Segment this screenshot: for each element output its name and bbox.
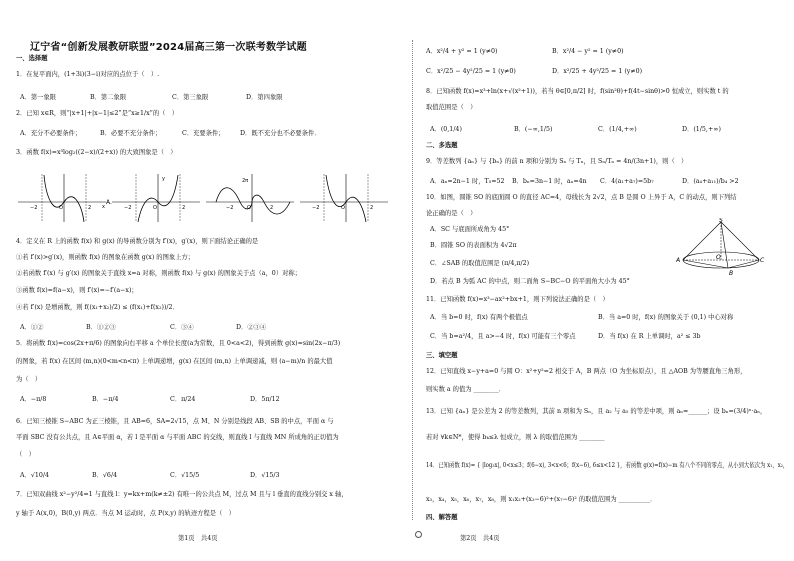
question-10-item: D．若点 B 为弧 AC 的中点，则二面角 S−BC−O 的平面角大小为 45° <box>430 278 630 285</box>
svg-text:2: 2 <box>182 205 186 211</box>
option: A．(0,1/4) <box>430 126 462 133</box>
question-7-options-row1 <box>426 46 672 55</box>
option: D．第四象限 <box>246 94 283 101</box>
question-8: 8．已知函数 f(x)=x³+ln(x+√(x²+1))，若当 θ∈[0,π/2] 时，f(sin²θ)+f(4t−sinθ)>0 恒成立，则实数 t 的 <box>426 88 729 95</box>
question-11-item: A．当 b=0 时，f(x) 有两个极值点 <box>430 314 528 321</box>
option: A．−π/8 <box>20 396 47 403</box>
page-marker-icon <box>415 531 422 538</box>
graph-b <box>112 172 207 222</box>
question-5-line2: 的图象，若 f(x) 在区间 (m,n)(0<m<n<π) 上单调递增，g(x) 在区间 (m,n) 上单调递减，则 (a−m)/n 的最大值 <box>16 358 333 365</box>
page-footer-right: 第2页 共4页 <box>460 535 500 542</box>
option: A．充分不必要条件； <box>20 130 82 137</box>
question-4-item: ④若 f′(x) 是增函数，则 f((x₁+x₂)/2) ≤ (f(x₁)+f(x₂))/2． <box>16 304 179 311</box>
question-10-item: A．SC 与底面所成角为 45° <box>430 226 510 233</box>
question-10-item: B．圆锥 SO 的表面积为 4√2π <box>430 242 517 249</box>
graph-a <box>18 172 113 222</box>
question-4: 4．定义在 R 上的函数 f(x) 和 g(x) 的导函数分别为 f′(x)，g′(x)，则下面结论正确的是 <box>16 238 259 245</box>
question-13-line2: 若对 ∀k∈N*，使得 bₖ≤λ 恒成立，则 λ 的取值范围为 ________ <box>426 434 605 441</box>
question-11-item: D．当 f(x) 在 R 上单调时，a² ≤ 3b <box>598 333 701 340</box>
option: D．(1/5,+∞) <box>682 126 721 133</box>
question-3: 3．函数 f(x)=x³log₂((2−x)/(2+x)) 的大致图象是（ ） <box>16 149 177 156</box>
page-footer-left: 第1页 共4页 <box>178 535 218 542</box>
graph-d <box>300 172 395 222</box>
question-8-line2: 取值范围是（ ） <box>426 104 477 111</box>
page-divider <box>412 40 414 520</box>
svg-text:2π: 2π <box>242 178 249 184</box>
cone-figure <box>676 218 766 276</box>
option: D．x²/25 + 4y²/25 = 1 (y≠0) <box>552 68 643 75</box>
option: D．②③④ <box>236 324 267 331</box>
cone-label-s: S <box>719 218 723 224</box>
option: A．√10/4 <box>20 472 49 479</box>
question-10: 10．如图，圆锥 SO 的底面圆 O 的直径 AC=4，母线长为 2√2，点 B 是圆 O 上异于 A，C 的动点，则下列结 <box>426 194 737 201</box>
question-7-options-row2 <box>426 66 672 75</box>
question-6-line3: （ ） <box>16 451 35 458</box>
question-4-item: ①若 f′(x)>g′(x)，则函数 f(x) 的图象在函数 g(x) 的图象上方； <box>16 254 195 261</box>
option: D．(a₄+a₁₁)/b₄ >2 <box>682 178 739 185</box>
page-title: 辽宁省“创新发展教研联盟”2024届高三第一次联考数学试题 <box>30 42 307 53</box>
question-1-options <box>20 92 316 101</box>
svg-text:2: 2 <box>88 205 92 211</box>
option: B．x²/4 − y² = 1 (y≠0) <box>552 48 624 55</box>
question-5-line3: 为（ ） <box>16 376 42 383</box>
question-9-options <box>430 176 762 185</box>
option: B．必要不充分条件； <box>100 130 162 137</box>
option: A．①② <box>20 324 44 331</box>
question-4-item: ②若函数 f′(x) 与 g′(x) 的图象关于直线 x=a 对称，则函数 f(x) 与 g(x) 的图象关于点（a，0）对称； <box>16 270 302 277</box>
svg-text:2: 2 <box>270 205 274 211</box>
svg-text:−2: −2 <box>30 205 38 211</box>
question-7-line2: y 轴于 A(x,0)，B(0,y) 两点．当点 M 运动时，点 P(x,y) 的轨迹方程是（ ） <box>16 510 235 517</box>
option: B．√6/4 <box>92 472 118 479</box>
question-6-options <box>20 470 320 479</box>
option: A．x²/4 + y² = 1 (y≠0) <box>426 48 498 55</box>
question-10-line2: 论正确的是（ ） <box>426 210 477 217</box>
option: A．aₙ=2n−1 时，T₅=52 <box>430 178 505 185</box>
svg-text:O: O <box>341 205 345 211</box>
section-heading-fill: 三、填空题 <box>426 352 458 359</box>
question-7: 7．已知双曲线 x²−y²/4=1 与直线 l：y=kx+m(k≠±2) 有唯一的公共点 M，过点 M 且与 l 垂直的直线分别交 x 轴， <box>16 491 348 498</box>
cone-label-a: A <box>676 257 681 264</box>
svg-text:O: O <box>59 205 63 211</box>
question-12-line2: 则实数 a 的值为 ________． <box>426 386 506 393</box>
question-12: 12．已知直线 x−y+a=0 与圆 O：x²+y²=2 相交于 A，B 两点（O 为坐标原点），且 △AOB 为等腰直角三角形， <box>426 368 747 375</box>
graph-label-a: A. <box>106 199 112 206</box>
svg-text:2: 2 <box>370 205 374 211</box>
question-4-item: ③函数 f(x)=f(a−x)，则 f′(x)=−f′(a−x)； <box>16 287 138 294</box>
option: C．4(a₁+a₇)=5b₇ <box>600 178 654 185</box>
option: B．−π/4 <box>92 396 119 403</box>
option: B．(−∞,1/5) <box>514 126 553 133</box>
question-5-options <box>20 394 320 403</box>
question-13: 13．已知 {aₙ} 是公差为 2 的等差数列，其前 n 项和为 Sₙ，且 a₂ 与 a₅ 的等差中项，则 aₙ=______；设 bₙ=(3/4)ⁿ·aₙ， <box>426 408 767 415</box>
question-10-item: C．∠SAB 的取值范围是 (π/4,π/2) <box>430 260 530 267</box>
option: A．第一象限 <box>20 94 57 101</box>
section-heading-choice: 一、选择题 <box>16 55 48 62</box>
option: D．5π/12 <box>250 396 280 403</box>
option: C．充要条件； <box>182 130 225 137</box>
question-11-item: C．当 b=a²/4，且 a>−4 时，f(x) 可能有三个零点 <box>430 333 576 340</box>
cone-label-b: B <box>729 270 734 276</box>
svg-text:−2: −2 <box>312 205 320 211</box>
question-2-options <box>20 128 370 137</box>
option: D．√15/3 <box>250 472 280 479</box>
option: C．√15/5 <box>170 472 200 479</box>
svg-text:O: O <box>153 205 157 211</box>
question-4-options <box>20 322 306 331</box>
question-5: 5．将函数 f(x)=cos(2x+π/6) 的图象向右平移 a 个单位长度(a为常数，且 0<a<2)，得到函数 g(x)=sin(2x−π/3) <box>16 340 341 347</box>
question-6: 6．已知三棱锥 S−ABC 为正三棱锥，且 AB=6，SA=2√15，点 M、N 分别是线段 AB、SB 的中点，平面 α 与 <box>16 418 334 425</box>
option: C．第三象限 <box>172 94 209 101</box>
svg-text:−2: −2 <box>124 205 132 211</box>
question-14: 14．已知函数 f(x)= { |log₃x|, 0<x≤3；f(6−x), 3<x<6；f(x−6), 6≤x<12 }，若函数 g(x)=f(x)−m 有八个不同的零点，从小到大依次为 x₁，x₂， <box>426 462 789 469</box>
option: B．第二象限 <box>90 94 127 101</box>
cone-label-o: O <box>716 254 721 261</box>
svg-text:x: x <box>102 204 105 210</box>
question-11-item: B．当 a=0 时，f(x) 的图象关于 (0,1) 中心对称 <box>598 314 734 321</box>
section-heading-solve: 四、解答题 <box>426 514 458 521</box>
option: C．(1/4,+∞) <box>598 126 637 133</box>
option: C．x²/25 − 4y²/25 = 1 (y≠0) <box>426 68 516 75</box>
option: C．π/24 <box>170 396 196 403</box>
option: C．③④ <box>170 324 194 331</box>
section-heading-multi: 二、多选题 <box>426 142 458 149</box>
graph-c <box>206 172 301 222</box>
option: B．①②③ <box>86 324 116 331</box>
option: D．既不充分也不必要条件． <box>240 130 321 137</box>
question-8-options <box>430 124 762 133</box>
question-11: 11．已知函数 f(x)=x³−ax²+bx+1，则下列说法正确的是（ ） <box>426 296 609 303</box>
svg-text:O: O <box>247 205 251 211</box>
question-6-line2: 平面 SBC 没有公共点，且 A∈平面 α，若 l 是平面 α 与平面 ABC 的交线，则直线 l 与直线 MN 所成角的正切值为 <box>16 434 339 441</box>
svg-text:y: y <box>162 176 165 182</box>
question-14-line2: x₃，x₄，x₅，x₆，x₇，x₈，则 x₁x₂+(x₃−6)²+(x₇−6)² 的取值范围为 __________． <box>426 496 657 503</box>
cone-label-c: C <box>760 257 765 264</box>
question-2: 2．已知 x∈R，则“|x+1|+|x−1|≤2”是“x≥1/x”的（ ） <box>16 110 179 117</box>
option: B．bₙ=3n−1 时，aₙ=4n <box>512 178 587 185</box>
question-9: 9．等差数列 {aₙ} 与 {bₙ} 的前 n 项和分别为 Sₙ 与 Tₙ，且 Sₙ/Tₙ = 4n/(3n+1)，则（ ） <box>426 158 688 165</box>
question-1: 1．在复平面内，(1+3i)(3−i)对应的点位于（ ）. <box>16 71 160 78</box>
svg-text:−2: −2 <box>226 205 234 211</box>
